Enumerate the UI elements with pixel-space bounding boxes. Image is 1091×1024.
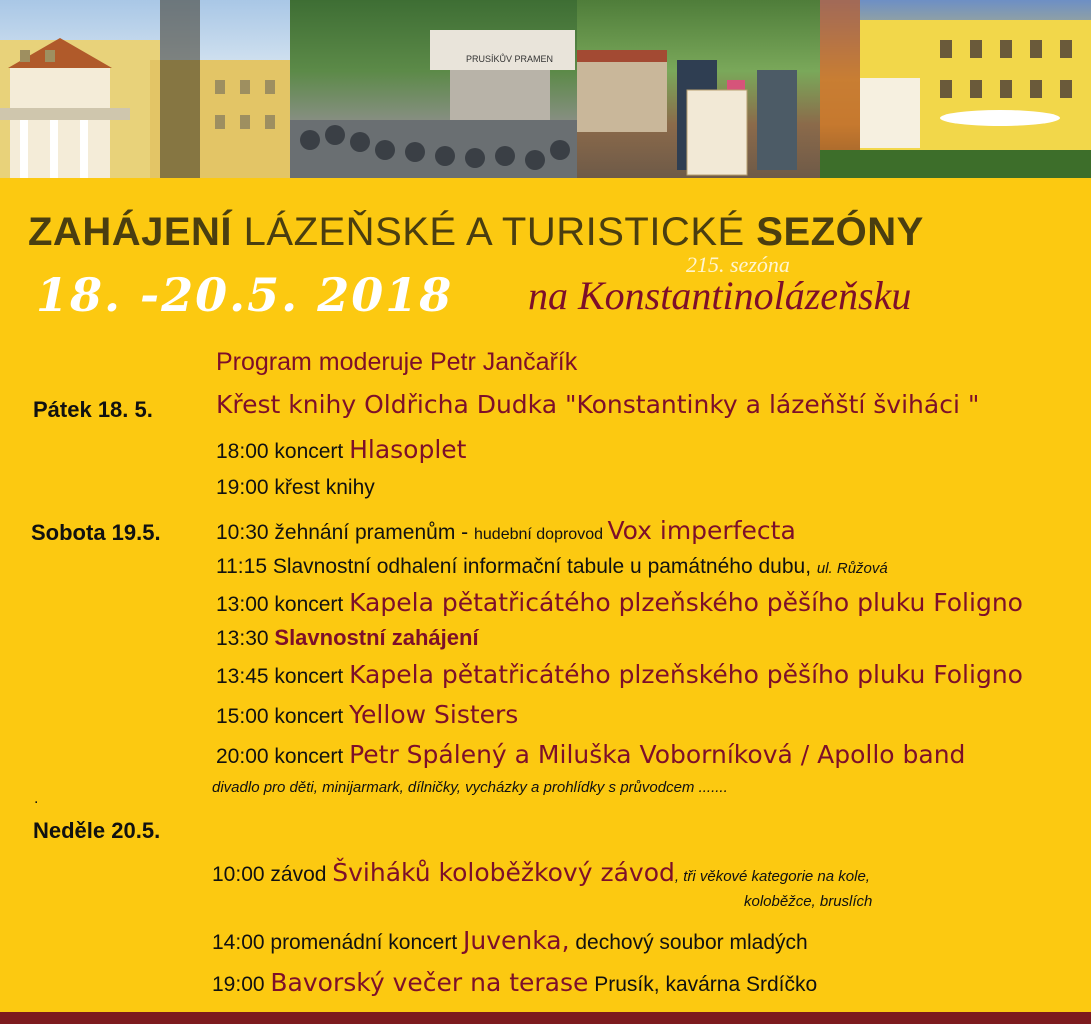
spa-building-illustration [0, 0, 290, 178]
bottom-bar [0, 1012, 1091, 1024]
spring-pavilion-illustration [290, 0, 577, 178]
item-rest: Prusík, kavárna Srdíčko [588, 973, 818, 996]
item-text: 11:15 Slavnostní odhalení informační tabule u památného dubu, [216, 555, 817, 578]
market-stall-photo [577, 0, 820, 178]
performer-name: Hlasoplet [349, 435, 467, 464]
saturday-item-7 [216, 740, 965, 769]
day-label-saturday: Sobota 19.5. [31, 520, 161, 545]
day-label-sunday: Neděle 20.5. [33, 818, 161, 843]
performer-name: Kapela pětatřicátého plzeňského pěšího pluku Foligno [349, 660, 1023, 689]
item-note: hudební doprovod [474, 526, 608, 543]
item-time: 15:00 koncert [216, 705, 350, 728]
spring-ceremony-photo [290, 0, 577, 178]
sunday-item-1 [212, 858, 870, 887]
performer-name: Yellow Sisters [349, 700, 519, 729]
title-bold-start: ZAHÁJENÍ [28, 210, 233, 254]
sunday-item-1-note-cont: koloběžce, bruslích [744, 893, 873, 910]
performer-name: Petr Spálený a Miluška Voborníková / Apollo band [349, 740, 966, 769]
moderator-line: Program moderuje Petr Jančařík [216, 348, 578, 376]
item-rest: dechový soubor mladých [569, 931, 808, 954]
item-time: 13:45 koncert [216, 665, 350, 688]
friday-item-2: 19:00 křest knihy [216, 476, 375, 499]
market-illustration [577, 0, 820, 178]
saturday-item-5 [216, 660, 1023, 689]
photo-strip [0, 0, 1091, 178]
stray-dot: . [34, 790, 39, 807]
event-subtitle: na Konstantinolázeňsku [528, 273, 912, 318]
item-time: 10:00 závod [212, 863, 333, 886]
spring-sign-text: PRUSÍKŮV PRAMEN [466, 54, 554, 64]
friday-item-1 [216, 435, 466, 464]
season-number: 215. sezóna [686, 252, 790, 277]
sunday-item-2 [212, 926, 808, 955]
saturday-item-2 [216, 555, 888, 579]
item-location: ul. Růžová [816, 560, 888, 577]
title-middle: LÁZEŇSKÉ A TURISTICKÉ [232, 210, 757, 254]
performer-name: Vox imperfecta [607, 516, 796, 545]
event-title [28, 210, 1068, 255]
hotel-terrace-photo [820, 0, 1091, 178]
performer-name: Bavorský večer na terase [270, 968, 589, 997]
saturday-item-1 [216, 516, 796, 545]
item-note: , tři věkové kategorie na kole, [674, 868, 870, 885]
saturday-item-6 [216, 700, 518, 729]
sunday-item-3 [212, 968, 817, 997]
performer-name: Kapela pětatřicátého plzeňského pěšího pluku Foligno [349, 588, 1023, 617]
item-time: 19:00 [212, 973, 271, 996]
opening-ceremony: Slavnostní zahájení [274, 625, 479, 650]
book-launch-line: Křest knihy Oldřicha Dudka "Konstantinky a lázeňští šviháci " [216, 390, 980, 419]
saturday-extras-note: divadlo pro děti, minijarmark, dílničky, vycházky a prohlídky s průvodcem ....... [212, 779, 728, 796]
item-time: 13:30 [216, 627, 275, 650]
item-time: 13:00 koncert [216, 593, 350, 616]
event-dates: 18. -20.5. 2018 [36, 268, 454, 322]
item-time: 10:30 žehnání pramenům - [216, 521, 474, 544]
saturday-item-3 [216, 588, 1023, 617]
spa-colonnade-photo [0, 0, 290, 178]
performer-name: Šviháků koloběžkový závod [332, 858, 675, 887]
item-time: 18:00 koncert [216, 440, 350, 463]
title-bold-end: SEZÓNY [756, 210, 924, 254]
day-label-friday: Pátek 18. 5. [33, 397, 153, 422]
performer-name: Juvenka, [463, 926, 570, 955]
saturday-item-4 [216, 625, 479, 651]
item-time: 20:00 koncert [216, 745, 350, 768]
hotel-illustration [820, 0, 1091, 178]
item-time: 14:00 promenádní koncert [212, 931, 463, 954]
